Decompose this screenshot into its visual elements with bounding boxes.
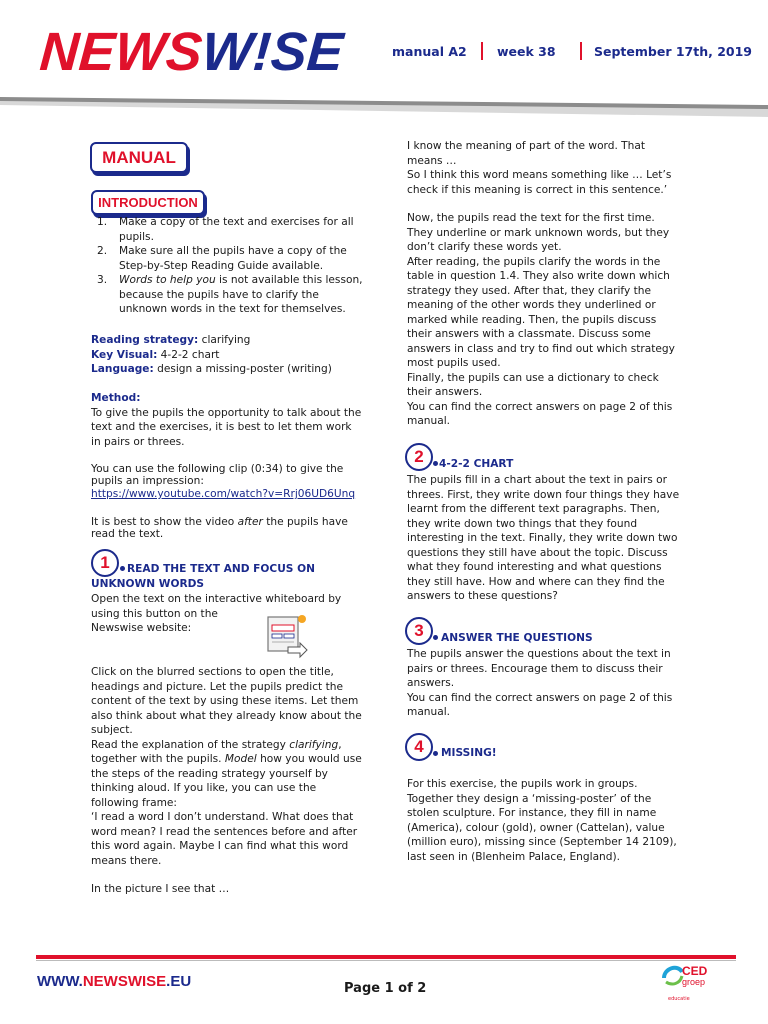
section-paragraph: The pupils fill in a chart about the text in pairs or threes. First, they write down four things they have learnt from the different text paragraphs. Then, they write down two things that they found interesting in the text. Finally, they write down two questions they still have about the topic. Discuss what they found interesting and what questions they still have. How and where can they find the answers to these questions? [407,474,680,602]
section-1-title: READ THE TEXT AND FOCUS ON [127,563,315,575]
page-number: Page 1 of 2 [344,981,427,996]
header-date: September 17th, 2019 [594,44,753,59]
section-paragraph: Newswise website: [91,622,192,634]
section-paragraph: In the picture I see that … [91,883,230,895]
newswise-logo [38,22,345,82]
section-3-number: 3 [405,617,433,645]
list-item: 1. Make a copy of the text and exercises for all pupils. [97,216,354,243]
method-paragraph: It is best to show the video after the pupils have read the text. [91,515,348,540]
section-paragraph: You can find the correct answers on page 2 of this manual. [407,691,673,718]
ced-tagline: educatie [668,996,690,1002]
section-1-title-cont: UNKNOWN WORDS [91,578,205,590]
bullet-dot [120,566,125,571]
header-manual: manual A2 [392,44,467,59]
list-item: 2. Make sure all the pupils have a copy of the Step-by-Step Reading Guide available. [97,245,347,272]
section-paragraph: I know the meaning of part of the word. That means … [407,140,646,167]
section-2-number: 2 [405,443,433,471]
groep-text: groep [682,977,706,987]
key-visual: Key Visual: 4-2-2 chart [91,348,220,361]
whiteboard-button-icon[interactable] [266,613,308,663]
section-paragraph: Finally, the pupils can use a dictionary to check their answers. [407,371,659,398]
section-paragraph: For this exercise, the pupils work in groups. Together they design a ‘missing-poster’ of the stolen sculpture. For instance, they fill in name (America), colour (gold), owner (Cattelan), value (million euro), missing since (September 14 2109), last seen in (Blenheim Palace, England). [407,778,677,863]
section-paragraph: You can find the correct answers on page 2 of this manual. [407,400,673,427]
header-swoosh [0,95,768,117]
section-paragraph: Read the explanation of the strategy clarifying, together with the pupils. Model how you would use the steps of the reading strategy yourself by thinking aloud. If you like, you can use the following frame: [91,738,362,809]
header-divider [481,42,483,60]
lesson-info [91,333,363,377]
footer-rule-thin [36,960,736,961]
bullet-dot [433,461,438,466]
list-item: 3. Words to help you is not available this lesson, because the pupils have to clarify the unknown words in the text for themselves. [97,274,363,315]
reading-strategy: Reading strategy: clarifying [91,334,251,346]
language: Language: design a missing-poster (writing) [91,363,332,375]
introduction-label: INTRODUCTION [91,190,205,215]
section-1-body-top [91,592,351,636]
ced-groep-logo [660,960,720,1008]
method-heading: Method: [91,392,141,404]
intro-list [91,215,363,317]
section-2-title: 4-2-2 CHART [439,458,514,470]
section-2-body [407,473,682,604]
intro-section [91,215,363,317]
section-3-body [407,647,682,720]
footer-rule [36,955,736,959]
method-section [91,391,363,540]
section-paragraph: Click on the blurred sections to open the title, headings and picture. Let the pupils predict the content of the text by using these items. Let them also think about what they already know about the subject. [91,666,362,736]
section-paragraph: After reading, the pupils clarify the words in the table in question 1.4. They also write down which strategy they used. After that, they clarify the meaning of the other words they underlined or marked while reading. Then, the pupils discuss their answers with a classmate. Discuss some answers in class and try to find out which strategy most pupils used. [407,255,675,369]
logo-news: NEWS [37,22,205,82]
section-1-body [91,665,363,897]
section-4-number: 4 [405,733,433,761]
youtube-link[interactable]: https://www.youtube.com/watch?v=Rrj06UD6Unq [91,488,356,500]
method-paragraph: You can use the following clip (0:34) to give the pupils an impression: [91,463,344,487]
section-1-number: 1 [91,549,119,577]
ced-text: CED [682,964,708,978]
section-4-body [407,777,682,864]
bullet-dot [433,751,438,756]
section-paragraph: So I think this word means something like … Let’s check if this meaning is correct in this sentence.’ [407,169,672,196]
section-paragraph: ‘I read a word I don’t understand. What does that word mean? I read the sentences before and after this word again. Maybe I can find what this word means there. [91,811,358,867]
right-column-top [407,139,682,429]
section-3-title: ANSWER THE QUESTIONS [441,632,593,644]
section-paragraph: The pupils answer the questions about the text in pairs or threes. Encourage them to discuss their answers. [407,648,671,689]
bullet-dot [433,635,438,640]
section-4-title: MISSING! [441,747,497,759]
section-paragraph: Now, the pupils read the text for the first time. They underline or mark unknown words, but they don’t clarify these words yet. [407,212,670,253]
header-week: week 38 [497,44,556,59]
section-paragraph: Open the text on the interactive whiteboard by using this button on the [91,593,342,620]
logo-wise: W!SE [199,22,346,82]
header-divider [580,42,582,60]
method-paragraph: To give the pupils the opportunity to talk about the text and the exercises, it is best to let them work in pairs or threes. [91,406,362,448]
footer-website[interactable]: WWW.NEWSWISE.EU [37,973,192,990]
manual-label: MANUAL [90,142,188,173]
